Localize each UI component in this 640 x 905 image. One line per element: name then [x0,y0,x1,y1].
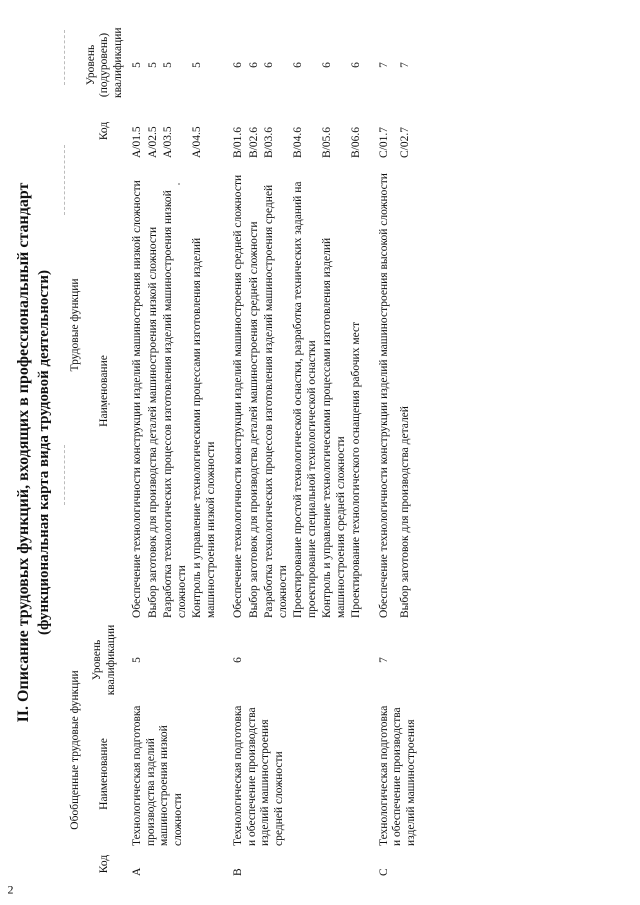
function-name: Выбор заготовок для производства деталей [399,406,412,618]
function-name: Контроль и управление технологическими процессами изготовления изделий машиностроения низкой сложности [191,237,217,618]
function-level: 6 [321,62,333,68]
title-line-2: (функциональная карта вида трудовой деятельности) [36,269,52,636]
function-name: Проектирование простой технологической оснастки, разработка технических заданий на проектирование специальной технологической оснастки [292,181,318,618]
group-code: C [377,868,390,876]
function-level: 7 [399,62,412,68]
function-code: B/05.6 [321,126,333,158]
function-name: Контроль и управление технологическими процессами изготовления изделий машиностроения средней сложности [321,237,347,618]
function-code: B/06.6 [350,126,362,158]
page-number: 2 [7,882,14,897]
function-code: B/04.6 [292,126,304,158]
header-sublevel: Уровень (подуровень) квалификации [84,27,124,98]
scan-artifact-line [64,30,65,85]
function-level: 5 [131,62,143,68]
group-name: Технологическая подготовка и обеспечение производства изделий машиностроения средней сложности [232,705,285,846]
function-level: 5 [162,62,174,68]
function-level: 6 [232,62,244,68]
scan-artifact-line [64,445,65,505]
function-name: Обеспечение технологичности конструкции изделий машиностроения средней сложности [232,174,244,618]
group-level: 5 [131,657,143,663]
function-level: 6 [263,62,275,68]
header-function-code: Код [98,121,110,141]
scan-artifact-line [64,145,65,215]
table-row [227,29,247,879]
group-level: 7 [377,657,390,663]
function-name: Выбор заготовок для производства деталей машиностроения низкой сложности [146,226,159,618]
group-name: Технологическая подготовка производства изделий машиностроения низкой сложности [131,705,184,846]
function-code: B/01.6 [232,126,244,158]
function-name: Обеспечение технологичности конструкции изделий машиностроения низкой сложности [131,180,143,618]
group-code: A [131,867,143,876]
function-level: 7 [377,62,390,68]
function-name: Обеспечение технологичности конструкции изделий машиностроения высокой сложности [377,173,390,618]
section-title [14,0,54,905]
header-generalized-functions: Обобщенные трудовые функции [69,670,81,830]
function-code: A/01.5 [131,126,143,158]
header-code: Код [98,854,110,874]
function-name: Выбор заготовок для производства деталей машиностроения средней сложности [247,221,260,618]
function-name: Проектирование технологического оснащения рабочих мест [350,321,362,618]
function-code: B/02.6 [247,126,260,158]
group-code: B [232,868,244,876]
header-name: Наименование [98,738,110,810]
title-line-1: II. Описание трудовых функций, входящих в профессиональный стандарт [15,182,32,723]
header-qualification-level: Уровень квалификации [91,624,117,696]
function-code: A/03.5 [162,126,174,158]
table-row [373,29,399,879]
function-level: 5 [146,62,159,68]
header-group-row [68,29,84,879]
function-code: C/01.7 [377,126,390,158]
function-code: A/04.5 [191,126,203,158]
function-level: 6 [292,62,304,68]
function-level: 6 [247,62,260,68]
group-level: 6 [232,657,244,663]
function-name: Разработка технологических процессов изготовления изделий машиностроения низкой сложности [162,190,188,618]
header-column-row [84,29,127,879]
group-name: Технологическая подготовка и обеспечение производства изделий машиностроения [377,705,417,846]
function-name: Разработка технологических процессов изготовления изделий машиностроения средней сложности [263,184,289,618]
function-level: 5 [191,62,203,68]
function-code: B/03.6 [263,126,275,158]
header-function-name: Наименование [98,355,110,427]
function-code: C/02.7 [399,126,412,158]
functional-map-table [68,29,419,879]
header-labor-functions: Трудовые функции [69,278,81,372]
function-code: A/02.5 [146,126,159,158]
function-level: 6 [350,62,362,68]
table-row [126,29,146,879]
